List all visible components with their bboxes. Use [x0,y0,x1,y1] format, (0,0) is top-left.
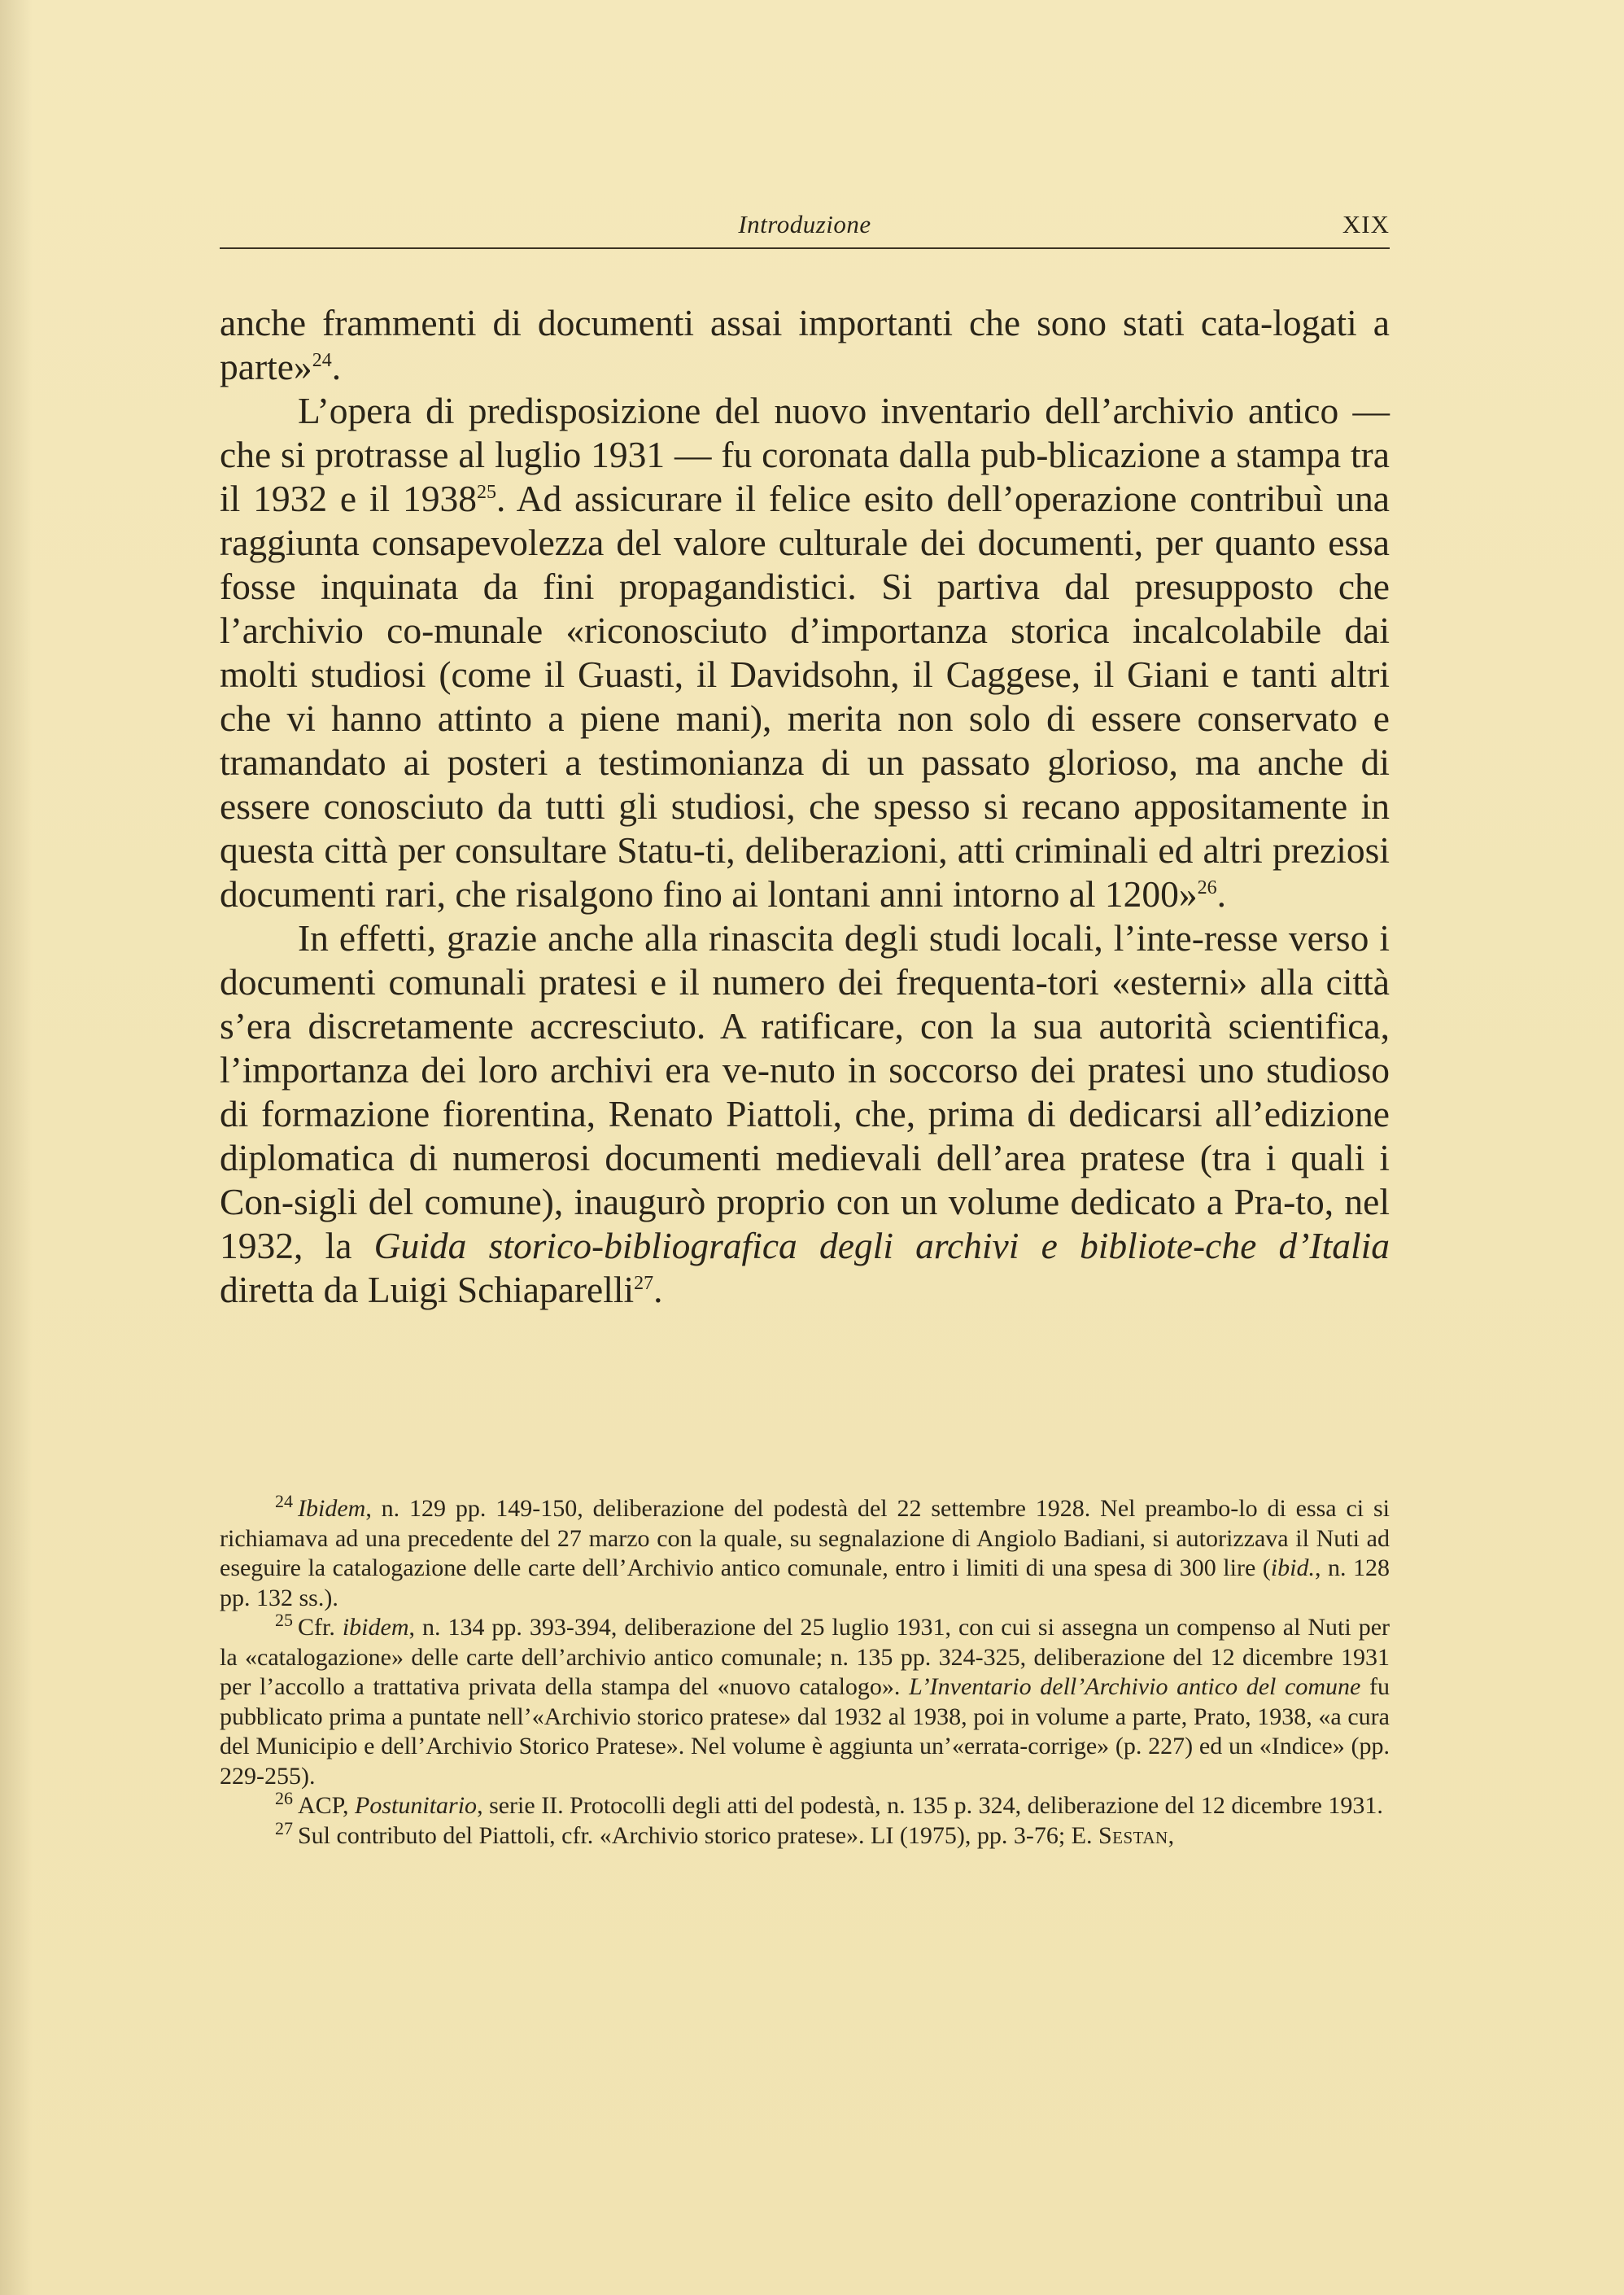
paragraph-2-tail: . [1216,873,1227,915]
footnote-ref-27[interactable]: 27 [634,1272,654,1294]
running-title: Introduzione [738,210,871,238]
paragraph-2 [220,389,1390,916]
footnote-italic: ibidem [342,1614,409,1641]
page-edge-shadow [0,0,33,2295]
paragraph-3-text-a: In effetti, grazie anche alla rinascita degli studi locali, l’inte-resse verso i documenti comunali pratesi e il numero dei frequenta-tori «esterni» alla città s’era discretamente accresciuto. A ratificare, con la sua autorità scientifica, l’importanza dei loro archivi era ve-nuto in soccorso dei pratesi uno studioso di formazione fiorentina, Renato Piattoli, che, prima di dedicarsi all’edizione diplomatica di numerosi documenti medievali dell’area pratese (tra i quali i Con-sigli del comune), inaugurò proprio con un volume dedicato a Pra-to, nel 1932, la [220,917,1390,1266]
footnote-number: 27 [275,1817,293,1838]
page-number: XIX [1342,210,1390,238]
paragraph-1 [220,301,1390,389]
paragraph-2-text-b: . Ad assicurare il felice esito dell’operazione contribuì una raggiunta consapevolezza del valore culturale dei documenti, per quanto essa fosse inquinata da fini propagandistici. Si partiva dal presupposto che l’archivio co-munale «riconosciuto d’importanza storica incalcolabile dai molti studiosi (come il Guasti, il Davidsohn, il Caggese, il Giani e tanti altri che vi hanno attinto a piene mani), merita non solo di essere conservato e tramandato ai posteri a testimonianza di un passato glorioso, ma anche di essere conosciuto da tutti gli studiosi, che spesso si recano appositamente in questa città per consultare Statu-ti, deliberazioni, atti criminali ed altri preziosi documenti rari, che risalgono fino ai lontani anni intorno al 1200» [220,478,1390,915]
footnote-text: fu pubblicato prima a puntate nell’«Archivio storico pratese» dal 1932 al 1938, poi in volume a parte, Prato, 1938, «a cura del Municipio e dell’Archivio Storico Pratese». Nel volume è aggiunta un’«errata-corrige» (p. 227) ed un «Indice» (pp. 229-255). [220,1673,1390,1790]
footnote-text: Sul contributo del Piattoli, cfr. «Archivio storico pratese». LI (1975), pp. 3-76; E. [298,1821,1098,1849]
paragraph-1-tail: . [331,346,342,387]
footnote-24 [220,1491,1390,1613]
footnote-text: , n. 129 pp. 149-150, deliberazione del podestà del 22 settembre 1928. Nel preambo-lo di essa ci si richiamava ad una precedente del 27 marzo con la quale, su segnalazione di Angiolo Badiani, si autorizzava il Nuti ad eseguire la catalogazione delle carte dell’Archivio antico comunale, entro i limiti di una spesa di 300 lire ( [220,1495,1390,1581]
footnote-26 [220,1788,1390,1821]
header-rule [220,247,1390,249]
footnotes [220,1491,1390,1851]
footnote-italic: L’Inventario dell’Archivio antico del comune [909,1673,1361,1700]
footnote-number: 24 [275,1491,293,1511]
footnote-text: ACP, [298,1792,356,1819]
footnote-ref-25[interactable]: 25 [477,481,496,503]
paragraph-3-text-b: diretta da Luigi Schiaparelli [220,1269,635,1310]
footnote-tail: , [1168,1821,1175,1849]
footnote-text: , n. 128 pp. 132 ss.). [220,1554,1390,1611]
paragraph-1-text: anche frammenti di documenti assai importanti che sono stati cata-logati a parte» [220,302,1390,387]
footnote-text: Cfr. [298,1614,343,1641]
footnote-27 [220,1817,1390,1851]
paragraph-3 [220,916,1390,1312]
running-header [220,210,1390,251]
author-name-smallcaps: Sestan [1098,1821,1168,1849]
footnote-italic: Ibidem [298,1495,366,1522]
footnote-25 [220,1610,1390,1791]
paragraph-3-tail: . [653,1269,663,1310]
footnote-text: , n. 134 pp. 393-394, deliberazione del 25 luglio 1931, con cui si assegna un compenso al Nuti per la «catalogazione» delle carte dell’archivio antico comunale; n. 135 pp. 324-325, deliberazione del 12 dicembre 1931 per l’accollo a trattativa privata della stampa del «nuovo catalogo». [220,1614,1390,1700]
footnote-ref-26[interactable]: 26 [1197,876,1217,898]
footnote-italic: ibid. [1270,1554,1315,1581]
paragraph-2-text-a: L’opera di predisposizione del nuovo inventario dell’archivio antico — che si protrasse al luglio 1931 — fu coronata dalla pub-blicazione a stampa tra il 1932 e il 1938 [220,390,1390,519]
footnote-italic: Postunitario [355,1792,478,1819]
book-title-guida: Guida storico-bibliografica degli archivi e bibliote-che d’Italia [373,1225,1390,1266]
footnote-text: , serie II. Protocolli degli atti del podestà, n. 135 p. 324, deliberazione del 12 dicembre 1931. [477,1792,1383,1819]
footnote-number: 25 [275,1610,293,1630]
footnote-number: 26 [275,1788,293,1808]
main-text [220,301,1390,1312]
footnote-ref-24[interactable]: 24 [312,349,332,371]
